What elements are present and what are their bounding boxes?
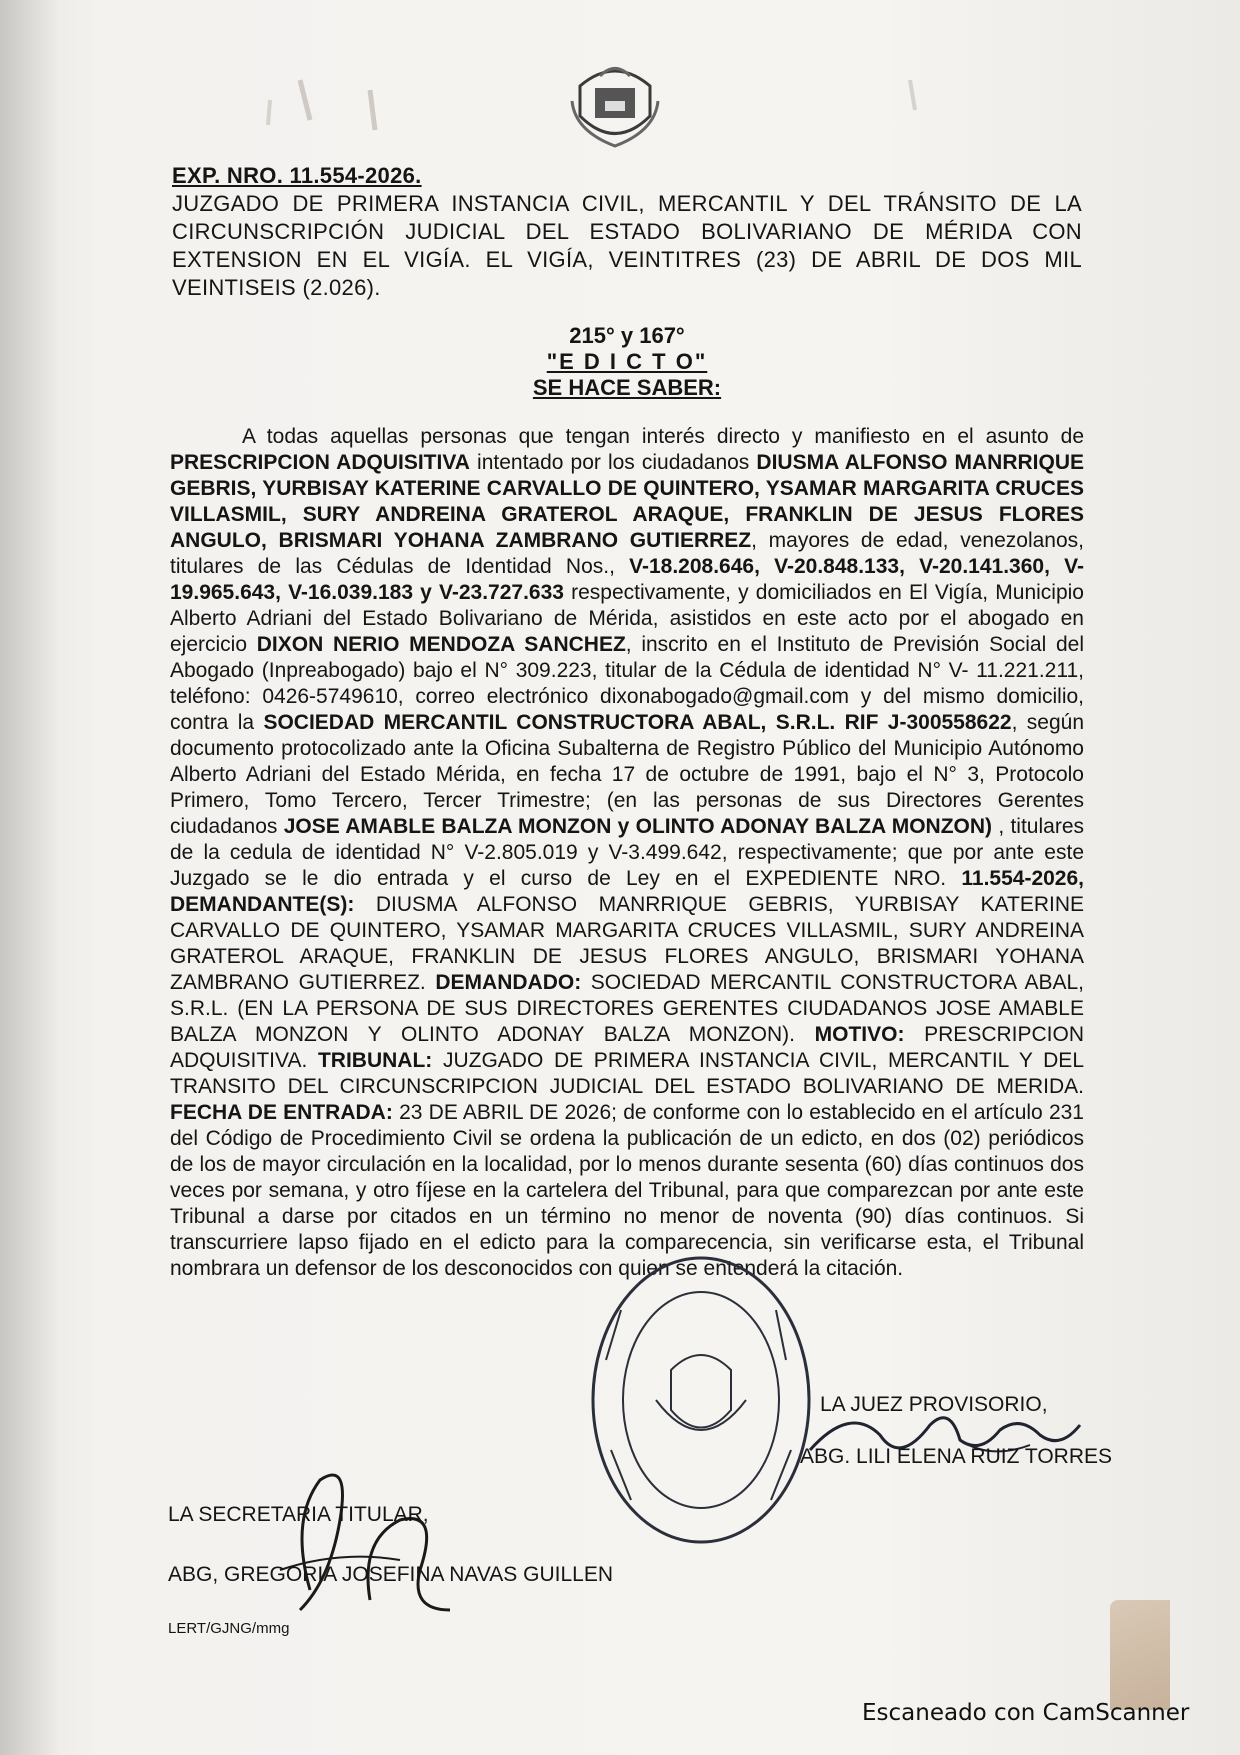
lawyer-name: DIXON NERIO MENDOZA SANCHEZ (256, 633, 626, 656)
edict-body (170, 424, 1084, 1282)
edicto-title: "E D I C T O" (546, 349, 708, 374)
body-text-segment: JUZGADO DE PRIMERA INSTANCIA CIVIL, MERCANTIL Y DEL TRANSITO DEL CIRCUNSCRIPCION JUDICIAL DEL ESTADO BOLIVARIANO DE MERIDA. (170, 1049, 1084, 1098)
plaintiff-names: DIUSMA ALFONSO MANRRIQUE GEBRIS, YURBISAY KATERINE CARVALLO DE QUINTERO, YSAMAR MARGARITA CRUCES VILLASMIL, SURY ANDREINA GRATEROL ARAQUE, FRANKLIN DE JESUS FLORES ANGULO, BRISMARI YOHANA ZAMBRANO GUTIERREZ (170, 451, 1085, 552)
body-bold-segment: PRESCRIPCION ADQUISITIVA (170, 451, 470, 474)
judge-name: ABG. LILI ELENA RUIZ TORRES (800, 1445, 1112, 1468)
body-text-segment: A todas aquellas personas que tengan interés directo y manifiesto en el asunto de (242, 425, 1084, 448)
tribunal-label: TRIBUNAL: (317, 1049, 433, 1072)
body-text-segment: intentado por los ciudadanos (469, 451, 757, 474)
typist-initials: LERT/GJNG/mmg (168, 1620, 290, 1637)
se-hace-saber-heading: SE HACE SABER: (532, 375, 722, 400)
court-seal-stamp (586, 1250, 816, 1550)
page-edge-shadow (0, 0, 60, 1755)
page-fold (1110, 1600, 1170, 1710)
body-text-segment: , mayores de edad, venezolanos, titulares de las Cédulas de Identidad Nos., (170, 529, 1084, 578)
expedient-number: EXP. NRO. 11.554-2026. (172, 163, 422, 188)
secretary-signature-icon (250, 1460, 480, 1630)
body-text-segment: PRESCRIPCION ADQUISITIVA. (170, 1023, 1084, 1072)
expedient-reference: 11.554-2026, DEMANDANTE(S): (170, 867, 1084, 916)
body-text-segment: , titulares de la cedula de identidad N° V-2.805.019 y V-3.499.642, respectivamente; que por ante este Juzgado se le dio entrada y el curso de Ley en el EXPEDIENTE NRO. (170, 815, 1084, 890)
judge-title: LA JUEZ PROVISORIO, (820, 1393, 1048, 1416)
coat-of-arms-icon (560, 46, 670, 156)
secretary-title: LA SECRETARIA TITULAR, (168, 1503, 429, 1526)
motivo-label: MOTIVO: (814, 1023, 905, 1046)
directors-names: JOSE AMABLE BALZA MONZON y OLINTO ADONAY BALZA MONZON) (283, 815, 993, 838)
body-text-segment: SOCIEDAD MERCANTIL CONSTRUCTORA ABAL, S.R.L. (EN LA PERSONA DE SUS DIRECTORES GERENTES CIUDADANOS JOSE AMABLE BALZA MONZON Y OLINTO ADONAY BALZA MONZON). (170, 971, 1084, 1046)
body-text-segment: DIUSMA ALFONSO MANRRIQUE GEBRIS, YURBISAY KATERINE CARVALLO DE QUINTERO, YSAMAR MARGARITA CRUCES VILLASMIL, SURY ANDREINA GRATEROL ARAQUE, FRANKLIN DE JESUS FLORES ANGULO, BRISMARI YOHANA ZAMBRANO GUTIERREZ. (170, 893, 1084, 994)
camscanner-watermark: Escaneado con CamScanner (862, 1700, 1190, 1726)
body-text-segment: , según documento protocolizado ante la Oficina Subalterna de Registro Público del Municipio Autónomo Alberto Adriani del Estado Mérida, en fecha 17 de octubre de 1991, bajo el N° 3, Protocolo Primero, Tomo Tercero, Tercer Trimestre; (en las personas de sus Directores Gerentes ciudadanos (170, 711, 1085, 838)
secretary-name: ABG, GREGORIA JOSEFINA NAVAS GUILLEN (168, 1563, 614, 1586)
historical-years: 215° y 167° (569, 323, 685, 348)
body-text-segment: respectivamente, y domiciliados en El Vigía, Municipio Alberto Adriani del Estado Bolivariano de Mérida, asistidos en este acto por el abogado en ejercicio (170, 581, 1084, 656)
id-numbers: V-18.208.646, V-20.848.133, V-20.141.360, V-19.965.643, V-16.039.183 y V-23.727.633 (170, 555, 1084, 604)
body-text-segment: 23 DE ABRIL DE 2026; de conforme con lo establecido en el artículo 231 del Código de Procedimiento Civil se ordena la publicación de un edicto, en dos (02) periódicos de los de mayor circulación en la localidad, por lo menos durante sesenta (60) días continuos dos veces por semana, y otro fíjese en la cartelera del Tribunal, para que comparezcan por ante este Tribunal a darse por citados en un término no menor de noventa (90) días continuos. Si transcurriere lapso fijado en el edicto para la comparecencia, sin verificarse esta, el Tribunal nombrara un defensor de los desconocidos con quien se entenderá la citación. (170, 1101, 1084, 1280)
fecha-entrada-label: FECHA DE ENTRADA: (170, 1101, 393, 1124)
demandado-label: DEMANDADO: (435, 971, 582, 994)
body-text-segment: , inscrito en el Instituto de Previsión Social del Abogado (Inpreabogado) bajo el N° 309.223, titular de la Cédula de identidad N° V- 11.221.211, teléfono: 0426-5749610, correo electrónico dixonabogado@gmail.com y del mismo domicilio, contra la (170, 633, 1084, 734)
defendant-company: SOCIEDAD MERCANTIL CONSTRUCTORA ABAL, S.R.L. RIF J-300558622 (263, 711, 1012, 734)
court-header: JUZGADO DE PRIMERA INSTANCIA CIVIL, MERCANTIL Y DEL TRÁNSITO DE LA CIRCUNSCRIPCIÓN JUDICIAL DEL ESTADO BOLIVARIANO DE MÉRIDA CON EXTENSION EN EL VIGÍA. EL VIGÍA, VEINTITRES (23) DE ABRIL DE DOS MIL VEINTISEIS (2.026). (172, 191, 1082, 300)
